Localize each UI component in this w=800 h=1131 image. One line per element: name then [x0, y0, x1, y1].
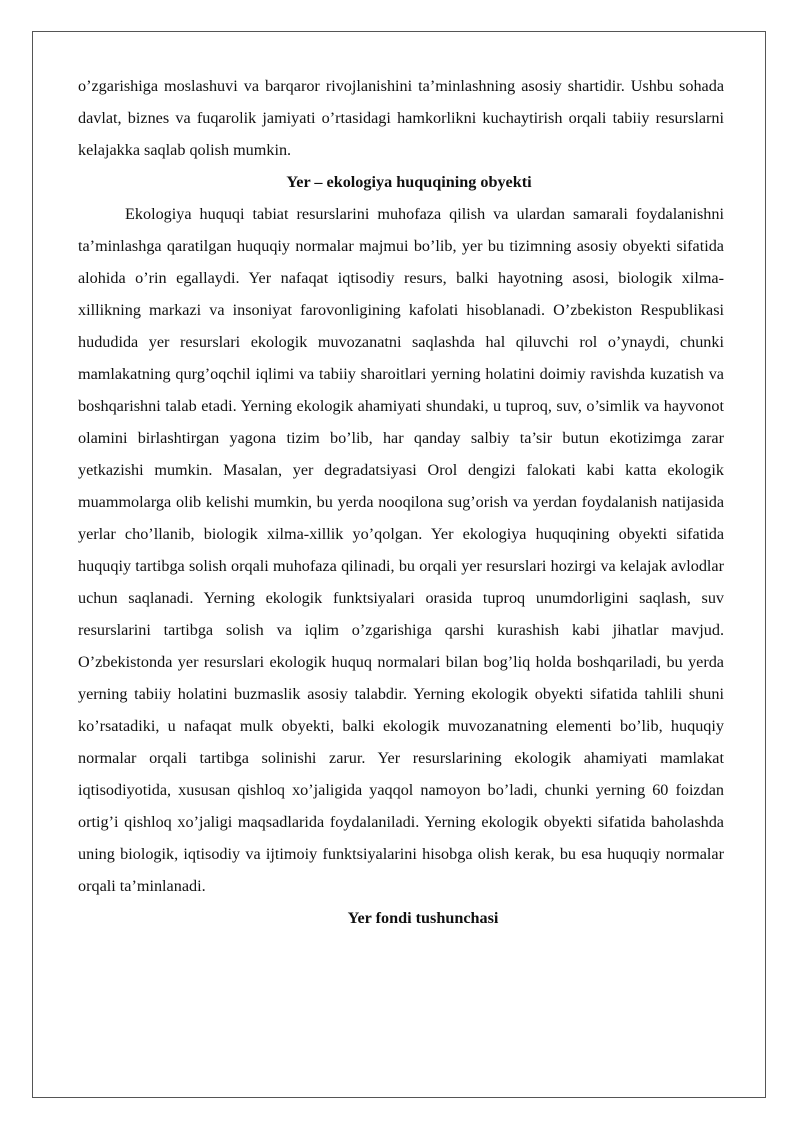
section-paragraph: Ekologiya huquqi tabiat resurslarini muhofaza qilish va ulardan samarali foydalanishni ta’minlashga qaratilgan huquqiy normalar majmui bo’lib, yer bu tizimning asosiy obyekti sifatida alohida o’rin egallaydi. Yer nafaqat iqtisodiy resurs, balki hayotning asosi, biologik xilma-xillikning markazi va insoniyat farovonligining kafolati hisoblanadi. O’zbekiston Respublikasi hududida yer resurslari ekologik muvozanatni saqlashda hal qiluvchi rol o’ynaydi, chunki mamlakatning qurg’oqchil iqlimi va tabiiy sharoitlari yerning holatini doimiy ravishda kuzatish va boshqarishni talab etadi. Yerning ekologik ahamiyati shundaki, u tuproq, suv, o’simlik va hayvonot olamini birlashtirgan yagona tizim bo’lib, har qanday salbiy ta’sir butun ekotizimga zarar yetkazishi mumkin. Masalan, yer degradatsiyasi Orol dengizi falokati kabi katta ekologik muammolarga olib kelishi mumkin, bu yerda nooqilona sug’orish va yerdan foydalanish natijasida yerlar cho’llanib, biologik xilma-xillik yo’qolgan. Yer ekologiya huquqining obyekti sifatida huquqiy tartibga solish orqali muhofaza qilinadi, bu orqali yer resurslari hozirgi va kelajak avlodlar uchun saqlanadi. Yerning ekologik funktsiyalari orasida tuproq unumdorligini saqlash, suv resurslarini tartibga solish va iqlim o’zgarishiga qarshi kurashish kabi jihatlar mavjud. O’zbekistonda yer resurslari ekologik huquq normalari bilan bog’liq holda boshqariladi, bu yerda yerning tabiiy holatini buzmaslik asosiy talabdir. Yerning ekologik obyekti sifatida tahlili shuni ko’rsatadiki, u nafaqat mulk obyekti, balki ekologik muvozanatning elementi bo’lib, huquqiy normalar orqali tartibga solinishi zarur. Yer resurslarining ekologik ahamiyati mamlakat iqtisodiyotida, xususan qishloq xo’jaligida yaqqol namoyon bo’ladi, chunki yerning 60 foizdan ortig’i qishloq xo’jaligi maqsadlarida foydalaniladi. Yerning ekologik obyekti sifatida baholashda uning biologik, iqtisodiy va ijtimoiy funktsiyalarini hisobga olish kerak, bu esa huquqiy normalar orqali ta’minlanadi.: [78, 205, 724, 895]
section-heading: Yer – ekologiya huquqining obyekti: [286, 173, 532, 191]
document-body: [78, 70, 724, 934]
section-heading-next: Yer fondi tushunchasi: [347, 909, 499, 927]
paragraph-continuation: o’zgarishiga moslashuvi va barqaror rivojlanishini ta’minlashning asosiy shartidir. Ushbu sohada davlat, biznes va fuqarolik jamiyati o’rtasidagi hamkorlikni kuchaytirish orqali tabiiy resurslarni kelajakka saqlab qolish mumkin.: [78, 77, 724, 159]
